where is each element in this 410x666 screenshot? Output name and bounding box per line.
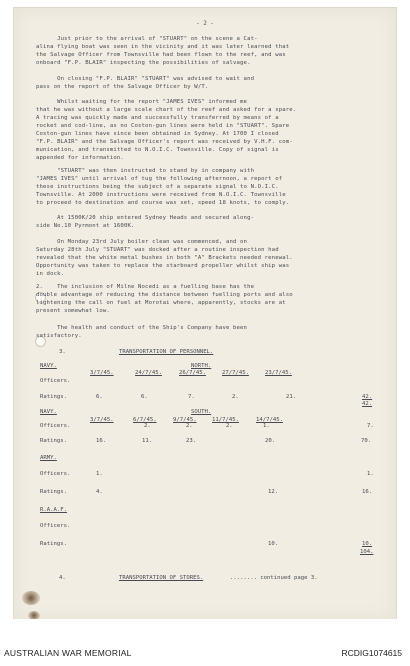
paragraph: Whilst waiting for the report "JAMES IVES" informed me that he was without a large scale chart of the reef and asked for a spare. A tracing was quickly made and successfully transferred by means of a rocket and cod-line, as no Coston-gun lines were held in "STUART". Spare Coston-gun lines have since been obtained in Sydney. At 1700 I closed "F.P. BLAIR" and the Salvage Officer's report was received by V.H.F. com- munication, and transmitted to N.O.I.C. Townsville. Copy of signal is appended for information. (36, 99, 297, 161)
date-cell: 14/7/45. (256, 417, 283, 423)
value-cell: 10. (268, 541, 279, 547)
section-number: 4. (59, 575, 66, 581)
value-cell: 6. (141, 394, 148, 400)
date-cell: 6/7/45. (133, 417, 157, 423)
date-cell: 27/7/45. (222, 370, 249, 376)
row-label: Ratings. (40, 489, 67, 495)
paragraph: Just prior to the arrival of "STUART" on the scene a Cat- alina flying boat was seen in the vicinity and it was later learned that the Salvage Officer from Townsville had been flown to the reef, and was onboard "F.P. BLAIR" inspecting the possibilities of salvage. (36, 36, 290, 66)
navy-north-officers (14, 377, 396, 385)
total-cell: 104. (360, 549, 374, 555)
section-heading (14, 574, 396, 582)
navy-north-dates (14, 369, 396, 377)
row-label: Officers. (40, 378, 71, 384)
navy-south-officers (14, 422, 396, 430)
paragraph: "STUART" was then instructed to stand by in company with "JAMES IVES" until arrival of tug the following afternoon, a report of these instructions being the subject of a separate signal to N.O.I.C. Townsville. At 2000 instructions were received from N.O.I.C. Townsville to proceed to destination and course was set, speed 18 knots, to comply. (36, 168, 290, 206)
total-cell: 16. (362, 489, 373, 495)
row-label: Ratings. (40, 438, 67, 444)
raaf-ratings (14, 540, 396, 548)
navy-south-header (14, 408, 396, 416)
value-cell: 7. (188, 394, 195, 400)
total-cell: 42. (362, 394, 373, 400)
continued-note: ........ continued page 3. (230, 575, 318, 581)
raaf-officers (14, 522, 396, 530)
row-label: Ratings. (40, 541, 67, 547)
section-number: 3. (59, 349, 66, 355)
paragraph: On Monday 23rd July boiler clean was commenced, and on Saturday 28th July "STUART" was docked after a routine inspection had revealed that the white metal bushes in both "A" Brackets needed renewal. Opportunity was taken to replace the starboard propeller whilst ship was in dock. (36, 239, 293, 277)
section-heading (14, 348, 396, 356)
army-header (14, 454, 396, 462)
value-cell: 2. (232, 394, 239, 400)
date-cell: 9/7/45. (173, 417, 197, 423)
value-cell: 2. (144, 423, 151, 429)
value-cell: 16. (96, 438, 107, 444)
row-label: Officers. (40, 523, 71, 529)
raaf-header (14, 506, 396, 514)
value-cell: 2. (186, 423, 193, 429)
branch-label: ARMY. (40, 455, 57, 461)
branch-label: R.A.A.F. (40, 507, 67, 513)
row-label: Ratings. (40, 394, 67, 400)
value-cell: 2. (226, 423, 233, 429)
value-cell: 12. (268, 489, 279, 495)
grand-total (14, 548, 396, 556)
rust-stain (22, 591, 40, 605)
section-title: TRANSPORTATION OF STORES. (119, 575, 204, 581)
date-cell: 11/7/45. (212, 417, 239, 423)
row-label: Officers. (40, 423, 71, 429)
value-cell: 11. (142, 438, 153, 444)
navy-north-total (14, 400, 396, 408)
footer-bar (0, 619, 410, 666)
date-cell: 23/7/45. (265, 370, 292, 376)
value-cell: 23. (186, 438, 197, 444)
document-page (13, 7, 397, 621)
date-cell: 3/7/45. (90, 370, 114, 376)
total-cell: 70. (361, 438, 372, 444)
value-cell: 4. (96, 489, 103, 495)
institution-name: AUSTRALIAN WAR MEMORIAL (4, 648, 132, 658)
total-cell: 1. (367, 471, 374, 477)
date-cell: 3/7/45. (90, 417, 114, 423)
value-cell: 1. (263, 423, 270, 429)
date-cell: 26/7/45. (179, 370, 206, 376)
date-cell: 24/7/45. (135, 370, 162, 376)
total-cell: 42. (362, 401, 373, 407)
total-cell: 10. (362, 541, 373, 547)
value-cell: 6. (96, 394, 103, 400)
direction-label: NORTH. (191, 363, 212, 369)
record-id: RCDIG1074615 (341, 648, 402, 658)
branch-label: NAVY. (40, 363, 57, 369)
paragraph: On closing "F.P. BLAIR" "STUART" was advised to wait and pass on the report of the Salvage Officer by W/T. (36, 76, 255, 90)
value-cell: 20. (265, 438, 276, 444)
paragraph: At 1500K/20 ship entered Sydney Heads and secured along- side No.10 Pyrmont at 1600K. (36, 215, 255, 229)
row-label: Officers. (40, 471, 71, 477)
army-officers (14, 470, 396, 478)
direction-label: SOUTH. (191, 409, 212, 415)
branch-label: NAVY. (40, 409, 57, 415)
paragraph: The health and conduct of the Ship's Company have been satisfactory. (36, 325, 248, 339)
value-cell: 1. (96, 471, 103, 477)
page-number: - 2 - (195, 20, 215, 27)
section-title: TRANSPORTATION OF PERSONNEL. (119, 349, 214, 355)
paragraph: 2. The inclusion of Milne Nocedi as a fuelling base has the double advantage of reducing the distance between fuelling ports and also lightening the call on fuel at Morotai where, apparently, stocks are at present somewhat low. (36, 284, 293, 314)
navy-south-ratings (14, 437, 396, 445)
army-ratings (14, 488, 396, 496)
total-cell: 7. (367, 423, 374, 429)
value-cell: 21. (286, 394, 297, 400)
